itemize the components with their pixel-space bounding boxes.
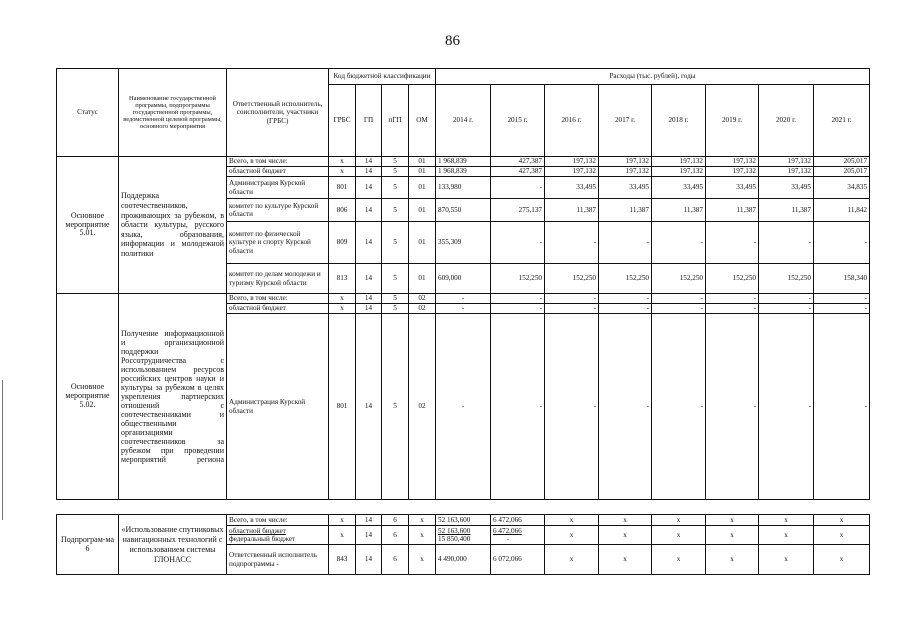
- regional-budget-label: областной бюджет: [229, 526, 286, 535]
- value-cell: 11,842: [814, 199, 870, 222]
- om-cell: x: [409, 545, 436, 575]
- value-cell: 158,340: [814, 264, 870, 294]
- value-cell: 33,495: [759, 177, 814, 199]
- value-cell: -: [706, 314, 759, 500]
- header-year: 2016 г.: [545, 85, 599, 157]
- value-cell: x: [599, 526, 652, 545]
- header-year: 2015 г.: [491, 85, 545, 157]
- gp-cell: 14: [356, 294, 382, 304]
- header-om: ОМ: [409, 85, 436, 157]
- grbs-cell: x: [329, 167, 356, 177]
- value-cell: -: [652, 222, 706, 264]
- executor-cell: Ответственный исполнитель подпрограммы -: [227, 545, 329, 575]
- value-cell: 11,387: [706, 199, 759, 222]
- gp-cell: 14: [356, 177, 382, 199]
- value-cell: 152,250: [759, 264, 814, 294]
- value-cell: -: [599, 294, 652, 304]
- value-cell: 205,017: [814, 157, 870, 167]
- status-cell: Основное мероприятие 5.01.: [57, 157, 119, 294]
- header-budget-code: Код бюджетной классификации: [329, 69, 436, 85]
- pgp-cell: 6: [382, 515, 409, 526]
- value-cell: -: [652, 304, 706, 314]
- value-cell: 870,550: [436, 199, 491, 222]
- pgp-cell: 5: [382, 199, 409, 222]
- value-cell: -: [436, 314, 491, 500]
- executor-cell: областной бюджет: [227, 167, 329, 177]
- value-cell: -: [814, 222, 870, 264]
- header-expenses: Расходы (тыс. рублей), годы: [436, 69, 870, 85]
- gp-cell: 14: [356, 199, 382, 222]
- value-cell: x: [759, 526, 814, 545]
- value-cell: 1 968,839: [436, 157, 491, 167]
- om-cell: 02: [409, 294, 436, 304]
- value-cell: -: [436, 294, 491, 304]
- value-cell: 197,132: [759, 167, 814, 177]
- pgp-cell: 5: [382, 304, 409, 314]
- header-year: 2017 г.: [599, 85, 652, 157]
- om-cell: 01: [409, 222, 436, 264]
- value-cell: x: [652, 515, 706, 526]
- budget-table: [56, 68, 870, 575]
- executor-cell: Администрация Курской области: [227, 177, 329, 199]
- value-cell: 427,387: [491, 157, 545, 167]
- value-cell: 197,132: [599, 157, 652, 167]
- executor-cell: комитет по делам молодежи и туризму Курской области: [227, 264, 329, 294]
- grbs-cell: x: [329, 294, 356, 304]
- value-cell: 152,250: [599, 264, 652, 294]
- value-cell: 152,250: [706, 264, 759, 294]
- om-cell: 01: [409, 199, 436, 222]
- value-cell: -: [759, 314, 814, 500]
- value-cell: -: [706, 222, 759, 264]
- value-cell: 52 163,600: [436, 515, 491, 526]
- value-cell: x: [706, 545, 759, 575]
- value-cell: x: [706, 526, 759, 545]
- value-cell: x: [759, 515, 814, 526]
- om-cell: x: [409, 526, 436, 545]
- value-cell: -: [599, 304, 652, 314]
- header-status: Статус: [57, 69, 119, 157]
- value-cell: 197,132: [599, 167, 652, 177]
- header-gp: ГП: [356, 85, 382, 157]
- grbs-cell: x: [329, 157, 356, 167]
- value-cell: 11,387: [652, 199, 706, 222]
- header-grbs: ГРБС: [329, 85, 356, 157]
- value-cell: -: [545, 304, 599, 314]
- subprogram-name-cell: «Использование спутниковых навигационных технологий с использованием системы ГЛОНАСС: [119, 515, 227, 575]
- gp-cell: 14: [356, 545, 382, 575]
- value-cell: 33,495: [652, 177, 706, 199]
- executor-cell: комитет по культуре Курской области: [227, 199, 329, 222]
- header-year: 2020 г.: [759, 85, 814, 157]
- executor-cell: областной бюджет: [227, 304, 329, 314]
- value-cell: 133,980: [436, 177, 491, 199]
- value-cell: -: [599, 314, 652, 500]
- value-cell: 6 472,066: [491, 515, 545, 526]
- value-cell: x: [545, 545, 599, 575]
- value-federal: -: [507, 535, 510, 543]
- value-cell: 197,132: [706, 157, 759, 167]
- gp-cell: 14: [356, 314, 382, 500]
- value-cell: x: [814, 515, 870, 526]
- pgp-cell: 6: [382, 526, 409, 545]
- value-cell: x: [706, 515, 759, 526]
- grbs-cell: x: [329, 304, 356, 314]
- gp-cell: 14: [356, 157, 382, 167]
- value-federal: 15 850,400: [438, 535, 471, 543]
- value-cell: 197,132: [545, 157, 599, 167]
- value-cell: -: [759, 304, 814, 314]
- value-cell: x: [814, 526, 870, 545]
- value-cell: x: [759, 545, 814, 575]
- om-cell: 02: [409, 314, 436, 500]
- value-cell: -: [652, 294, 706, 304]
- pgp-cell: 5: [382, 314, 409, 500]
- executor-cell: [227, 526, 329, 545]
- scan-margin-line: [2, 380, 3, 520]
- value-cell: 197,132: [706, 167, 759, 177]
- header-name: Наименование государственной программы, подпрограммы государственной программы, ведомственной целевой программы, основного мероприятия: [119, 69, 227, 157]
- value-cell: x: [599, 545, 652, 575]
- value-cell: -: [706, 294, 759, 304]
- value-cell: -: [436, 304, 491, 314]
- value-cell: 197,132: [545, 167, 599, 177]
- gp-cell: 14: [356, 515, 382, 526]
- value-cell: 34,835: [814, 177, 870, 199]
- value-cell: 6 072,066: [491, 545, 545, 575]
- pgp-cell: 5: [382, 157, 409, 167]
- page-number: 86: [445, 33, 460, 49]
- pgp-cell: 5: [382, 294, 409, 304]
- value-cell: 197,132: [652, 167, 706, 177]
- grbs-cell: 801: [329, 177, 356, 199]
- value-cell: -: [491, 177, 545, 199]
- value-cell: -: [545, 222, 599, 264]
- value-cell: 152,250: [545, 264, 599, 294]
- table-row: [57, 515, 870, 526]
- header-year: 2014 г.: [436, 85, 491, 157]
- value-cell: 33,495: [599, 177, 652, 199]
- value-cell: -: [491, 314, 545, 500]
- value-cell: 33,495: [706, 177, 759, 199]
- pgp-cell: 6: [382, 545, 409, 575]
- value-cell: -: [652, 314, 706, 500]
- value-cell: 355,309: [436, 222, 491, 264]
- value-cell: [436, 526, 491, 545]
- pgp-cell: 5: [382, 177, 409, 199]
- value-cell: -: [759, 222, 814, 264]
- value-cell: x: [545, 515, 599, 526]
- executor-cell: Всего, в том числе:: [227, 515, 329, 526]
- value-cell: x: [599, 515, 652, 526]
- gp-cell: 14: [356, 167, 382, 177]
- measure-name-cell: Получение информационной и организационной поддержки Россотрудничества с использованием ресурсов российских центров науки и культуры за рубежом в целях укрепления партнерских отношений с соотечественниками и общественными организациями соотечественников за рубежом при проведении мероприятий региона: [119, 294, 227, 500]
- value-cell: -: [599, 222, 652, 264]
- pgp-cell: 5: [382, 222, 409, 264]
- om-cell: 01: [409, 157, 436, 167]
- value-cell: 11,387: [599, 199, 652, 222]
- value-cell: -: [759, 294, 814, 304]
- value-cell: 197,132: [652, 157, 706, 167]
- grbs-cell: 809: [329, 222, 356, 264]
- grbs-cell: 801: [329, 314, 356, 500]
- value-cell: -: [491, 294, 545, 304]
- status-cell: Основное мероприятие 5.02.: [57, 294, 119, 500]
- gp-cell: 14: [356, 526, 382, 545]
- federal-budget-label: федеральный бюджет: [229, 535, 296, 543]
- executor-cell: Всего, в том числе:: [227, 157, 329, 167]
- executor-cell: комитет по физической культуре и спорту Курской области: [227, 222, 329, 264]
- header-row-1: [57, 69, 870, 85]
- value-cell: 609,000: [436, 264, 491, 294]
- value-cell: -: [545, 314, 599, 500]
- value-cell: 11,387: [545, 199, 599, 222]
- value-cell: 1 968,839: [436, 167, 491, 177]
- measure-name-cell: Поддержка соотечественников, проживающих за рубежом, в области культуры, русского языка, образования, информации и молодежной политики: [119, 157, 227, 294]
- value-cell: x: [652, 545, 706, 575]
- gp-cell: 14: [356, 304, 382, 314]
- value-cell: -: [491, 304, 545, 314]
- executor-cell: Всего, в том числе:: [227, 294, 329, 304]
- value-cell: -: [491, 222, 545, 264]
- header-executor: Ответственный исполнитель, соисполнители, участники (ГРБС): [227, 69, 329, 157]
- grbs-cell: 843: [329, 545, 356, 575]
- value-cell: -: [545, 294, 599, 304]
- table-row: [57, 157, 870, 167]
- value-cell: 152,250: [491, 264, 545, 294]
- value-cell: x: [814, 545, 870, 575]
- executor-cell: Администрация Курской области: [227, 314, 329, 500]
- value-cell: -: [814, 294, 870, 304]
- om-cell: 01: [409, 264, 436, 294]
- pgp-cell: 5: [382, 167, 409, 177]
- grbs-cell: x: [329, 526, 356, 545]
- om-cell: 01: [409, 177, 436, 199]
- value-cell: 4 490,000: [436, 545, 491, 575]
- header-year: 2018 г.: [652, 85, 706, 157]
- grbs-cell: 806: [329, 199, 356, 222]
- header-pgp: пГП: [382, 85, 409, 157]
- status-cell: Подпрограм-ма 6: [57, 515, 119, 575]
- pgp-cell: 5: [382, 264, 409, 294]
- gp-cell: 14: [356, 264, 382, 294]
- value-cell: 11,387: [759, 199, 814, 222]
- gp-cell: 14: [356, 222, 382, 264]
- value-cell: 152,250: [652, 264, 706, 294]
- value-cell: 33,495: [545, 177, 599, 199]
- table-gap-row: [57, 500, 870, 515]
- om-cell: 01: [409, 167, 436, 177]
- om-cell: 02: [409, 304, 436, 314]
- value-regional: 52 163,600: [438, 526, 471, 535]
- value-cell: -: [706, 304, 759, 314]
- grbs-cell: 813: [329, 264, 356, 294]
- grbs-cell: x: [329, 515, 356, 526]
- value-cell: 275,137: [491, 199, 545, 222]
- value-cell: -: [814, 304, 870, 314]
- value-cell: [491, 526, 545, 545]
- table-row: [57, 294, 870, 304]
- value-cell: x: [652, 526, 706, 545]
- header-year: 2021 г.: [814, 85, 870, 157]
- header-year: 2019 г.: [706, 85, 759, 157]
- value-cell: x: [545, 526, 599, 545]
- value-regional: 6 472,066: [493, 526, 522, 535]
- value-cell: -: [814, 314, 870, 500]
- value-cell: 197,132: [759, 157, 814, 167]
- value-cell: 205,017: [814, 167, 870, 177]
- om-cell: x: [409, 515, 436, 526]
- value-cell: 427,387: [491, 167, 545, 177]
